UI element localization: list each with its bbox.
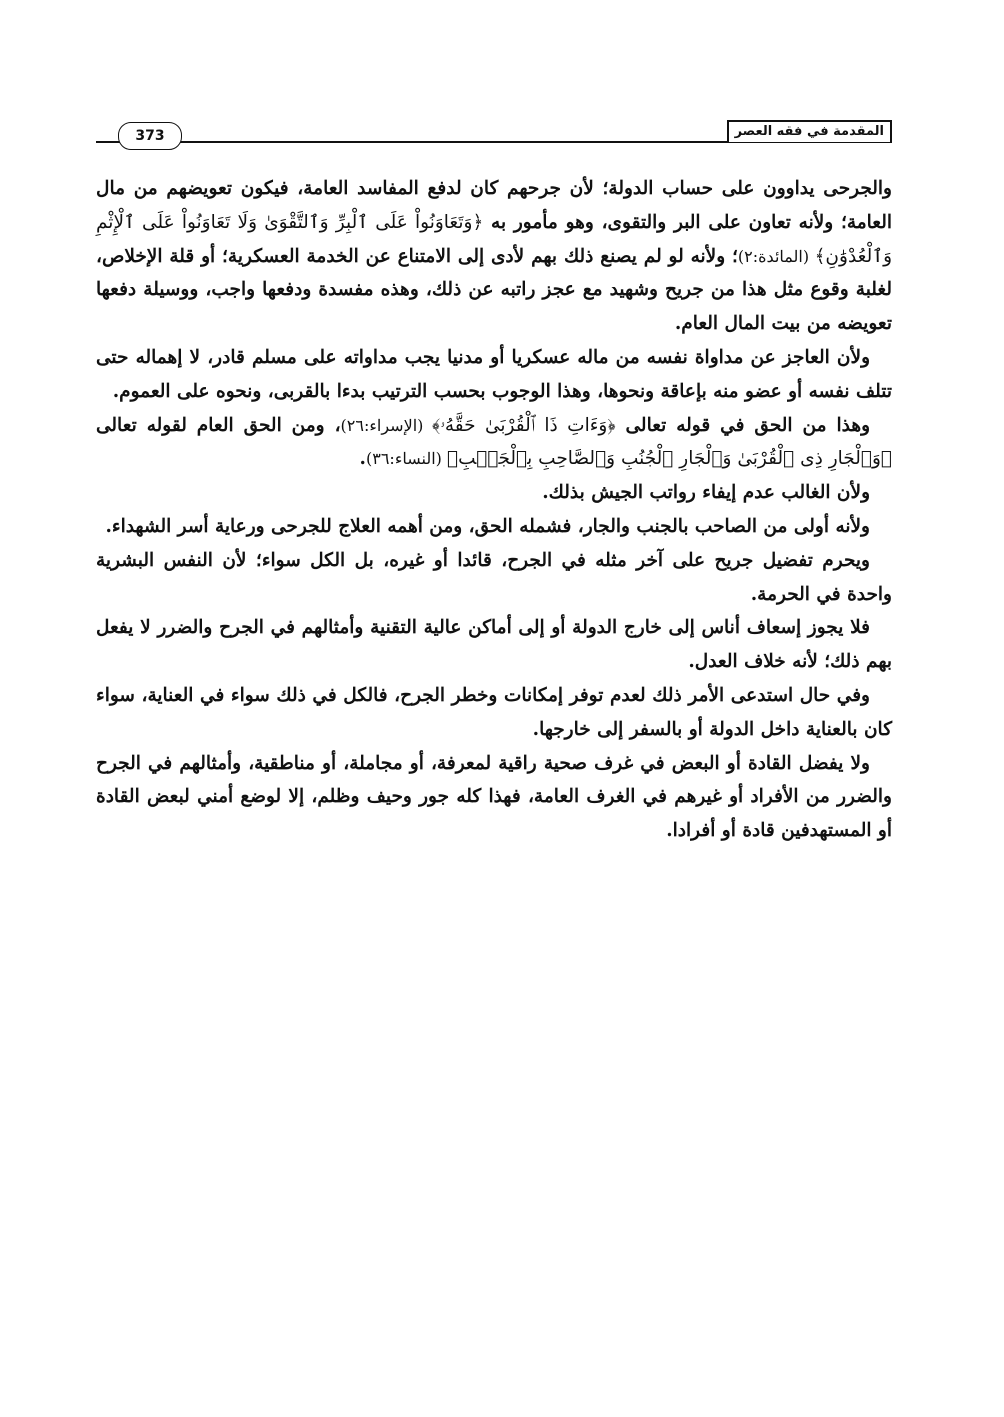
verse-reference: (النساء:٣٦) [365, 449, 447, 469]
quran-verse: ﴿وَءَاتِ ذَا ٱلْقُرْبَىٰ حَقَّهُۥ﴾ [432, 414, 616, 436]
quran-verse: ﴿وَتَعَاوَنُواْ عَلَى ٱلْبِرِّ وَٱلتَّقْوَىٰ وَلَا تَعَاوَنُواْ عَلَى ٱلْإِثْمِ وَٱلْعُدْوَٰنِ﴾ [96, 211, 892, 267]
page-number: 373 [118, 122, 182, 150]
quran-verse: ﴿وَٱلْجَارِ ذِى ٱلْقُرْبَىٰ وَٱلْجَارِ ٱلْجُنُبِ وَٱلصَّاحِبِ بِٱلْجَنۢبِ﴾ [446, 448, 892, 470]
paragraph: ولأنه أولى من الصاحب بالجنب والجار، فشمله الحق، ومن أهمه العلاج للجرحى ورعاية أسر الشهداء. [105, 515, 870, 537]
page-body [96, 172, 892, 848]
verse-reference: (الإسراء:٢٦) [340, 415, 433, 435]
paragraph: والجرحى يداوون على حساب الدولة؛ لأن جرحهم كان لدفع المفاسد العامة، فيكون تعويضهم من مال العامة؛ ولأنه تعاون على البر والتقوى، وهو مأمور به ﴿وَتَعَاوَنُواْ عَلَى ٱلْبِرِّ وَٱلتَّقْوَىٰ وَلَا تَعَاوَنُواْ عَلَى ٱلْإِثْمِ وَٱلْعُدْوَٰنِ﴾ (المائدة:٢)؛ ولأنه لو لم يصنع ذلك بهم لأدى إلى الامتناع عن الخدمة العسكرية؛ أو قلة الإخلاص، لغلبة وقوع مثل هذا من جريح وشهيد مع عجز راتبه عن ذلك، وهذه مفسدة ودفعها واجب، ووسيلة دفعها تعويضه من بيت المال العام. [96, 178, 893, 335]
page-header [96, 118, 892, 148]
verse-reference: (المائدة:٢) [737, 246, 815, 266]
paragraph: وفي حال استدعى الأمر ذلك لعدم توفر إمكانات وخطر الجرح، فالكل في ذلك سواء في العناية، سواء كان بالعناية داخل الدولة أو بالسفر إلى خارجها. [96, 684, 892, 740]
paragraph: ويحرم تفضيل جريح على آخر مثله في الجرح، قائدا أو غيره، بل الكل سواء؛ لأن النفس البشرية واحدة في الحرمة. [96, 549, 892, 605]
paragraph: فلا يجوز إسعاف أناس إلى خارج الدولة أو إلى أماكن عالية التقنية وأمثالهم في الجرح والضرر لا يفعل بهم ذلك؛ لأنه خلاف العدل. [96, 617, 892, 673]
paragraph: ولأن الغالب عدم إيفاء رواتب الجيش بذلك. [542, 482, 870, 504]
paragraph: وهذا من الحق في قوله تعالى ﴿وَءَاتِ ذَا ٱلْقُرْبَىٰ حَقَّهُۥ﴾ (الإسراء:٢٦)، ومن الحق العام لقوله تعالى ﴿وَٱلْجَارِ ذِى ٱلْقُرْبَىٰ وَٱلْجَارِ ٱلْجُنُبِ وَٱلصَّاحِبِ بِٱلْجَنۢبِ﴾ (النساء:٣٦). [96, 414, 892, 470]
paragraph: ولأن العاجز عن مداواة نفسه من ماله عسكريا أو مدنيا يجب مداواته على مسلم قادر، لا إهماله حتى تتلف نفسه أو عضو منه بإعاقة ونحوها، وهذا الوجوب بحسب الترتيب بدءا بالقربى، ونحوه على العموم. [96, 346, 892, 402]
book-title: المقدمة في فقه العصر [727, 120, 892, 142]
paragraph: ولا يفضل القادة أو البعض في غرف صحية راقية لمعرفة، أو مجاملة، أو مناطقية، وأمثالهم في الجرح والضرر من الأفراد أو غيرهم في الغرف العامة، فهذا كله جور وحيف وظلم، إلا لوضع أمني لبعض القادة أو المستهدفين قادة أو أفرادا. [96, 752, 892, 842]
